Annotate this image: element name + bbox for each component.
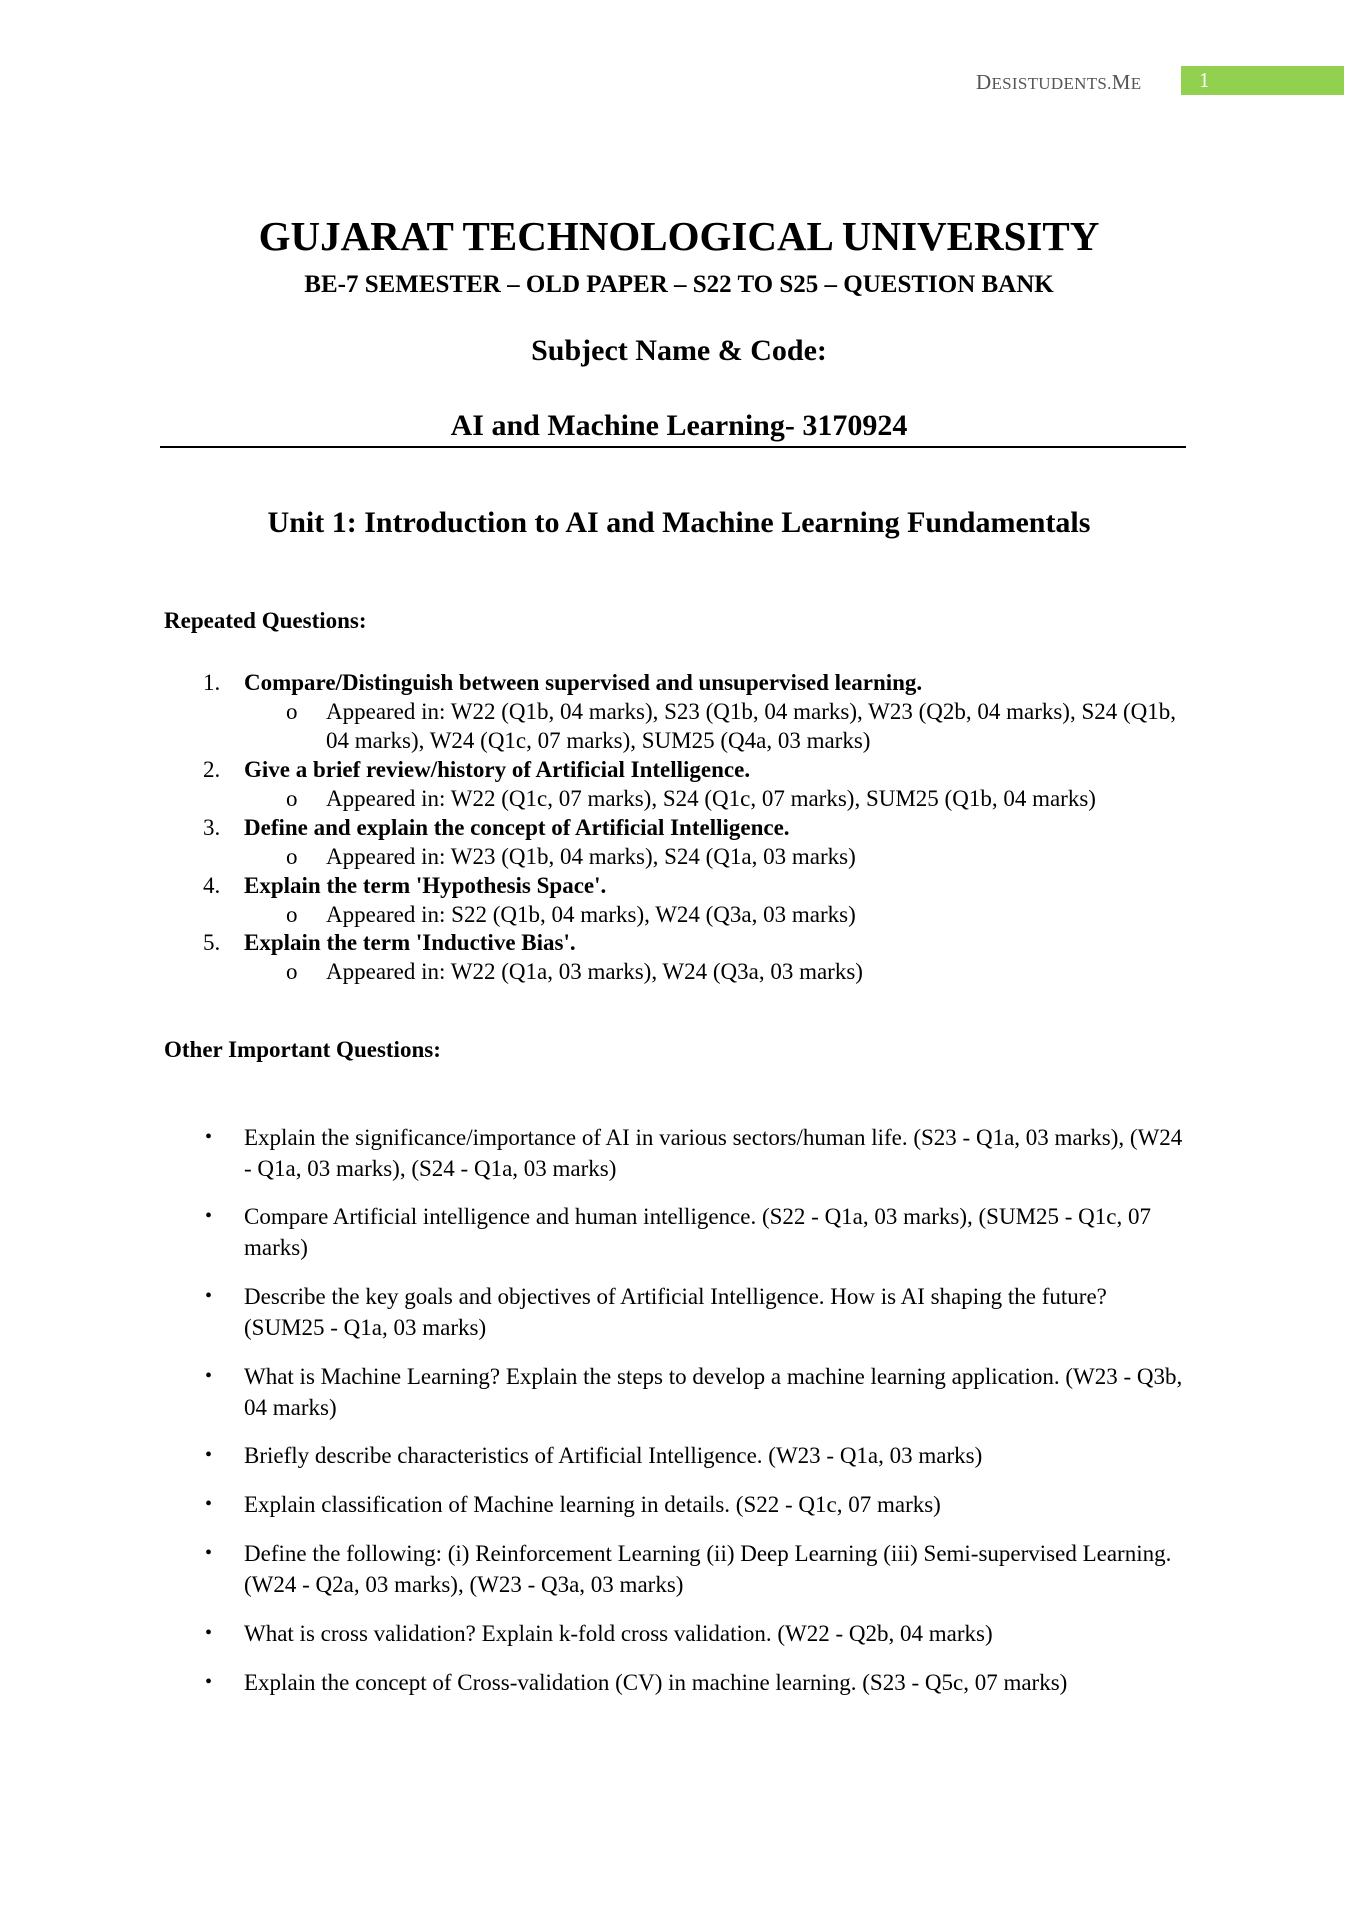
site-name-rest: ESISTUDENTS [991, 74, 1108, 93]
paper-subtitle: BE-7 SEMESTER – OLD PAPER – S22 TO S25 – QUESTION BANK [304, 271, 1054, 298]
question-number: 2. [203, 757, 221, 782]
bullet-icon: • [205, 1542, 213, 1564]
university-title: GUJARAT TECHNOLOGICAL UNIVERSITY [258, 213, 1100, 259]
circle-bullet-icon: o [286, 902, 298, 927]
subject-code: AI and Machine Learning- 3170924 [450, 409, 908, 442]
site-ext-rest: E [1130, 74, 1142, 93]
other-questions-heading: Other Important Questions: [164, 1037, 441, 1062]
circle-bullet-icon: o [286, 844, 298, 869]
other-question-text: Explain the significance/importance of AI in various sectors/human life. (S23 - Q1a, 03 marks), (W24 - Q1a, 03 marks), (S24 - Q1a, 03 marks) [244, 1125, 1183, 1181]
bullet-icon: • [205, 1285, 213, 1307]
question-text: Give a brief review/history of Artificial Intelligence. [244, 757, 751, 782]
bullet-icon: • [205, 1205, 213, 1227]
appeared-text: Appeared in: W22 (Q1b, 04 marks), S23 (Q1b, 04 marks), W23 (Q2b, 04 marks), S24 (Q1b, 04 marks), W24 (Q1c, 07 marks), SUM25 (Q4a, 03 marks) [326, 699, 1177, 753]
bullet-icon: • [205, 1126, 213, 1148]
page-number: 1 [1181, 66, 1344, 95]
bullet-icon: • [205, 1671, 213, 1693]
header-site-name [976, 70, 1141, 95]
site-name-initial: D [976, 70, 992, 94]
divider-rule [160, 446, 1186, 448]
other-question-text: Briefly describe characteristics of Artificial Intelligence. (W23 - Q1a, 03 marks) [244, 1443, 983, 1468]
bullet-icon: • [205, 1365, 213, 1387]
question-number: 3. [203, 815, 221, 840]
bullet-icon: • [205, 1444, 213, 1466]
question-number: 5. [203, 930, 221, 955]
other-question-text: What is cross validation? Explain k-fold cross validation. (W22 - Q2b, 04 marks) [244, 1621, 993, 1646]
question-number: 1. [203, 670, 221, 695]
bullet-icon: • [205, 1493, 213, 1515]
appeared-text: Appeared in: W23 (Q1b, 04 marks), S24 (Q1a, 03 marks) [326, 844, 856, 869]
site-name-dot: . [1107, 74, 1112, 93]
unit-title: Unit 1: Introduction to AI and Machine Learning Fundamentals [267, 506, 1091, 539]
subject-label: Subject Name & Code: [531, 334, 827, 367]
question-text: Define and explain the concept of Artificial Intelligence. [244, 815, 790, 840]
bullet-icon: • [205, 1622, 213, 1644]
appeared-text: Appeared in: S22 (Q1b, 04 marks), W24 (Q3a, 03 marks) [326, 902, 856, 927]
question-number: 4. [203, 873, 221, 898]
other-question-text: Explain classification of Machine learning in details. (S22 - Q1c, 07 marks) [244, 1492, 941, 1517]
circle-bullet-icon: o [286, 786, 298, 811]
question-text: Compare/Distinguish between supervised and unsupervised learning. [244, 670, 923, 695]
other-question-text: Describe the key goals and objectives of Artificial Intelligence. How is AI shaping the future? (SUM25 - Q1a, 03 marks) [244, 1284, 1107, 1340]
other-question-text: Explain the concept of Cross-validation (CV) in machine learning. (S23 - Q5c, 07 marks) [244, 1670, 1068, 1695]
repeated-questions-heading: Repeated Questions: [164, 608, 367, 633]
other-question-text: Define the following: (i) Reinforcement Learning (ii) Deep Learning (iii) Semi-supervised Learning. (W24 - Q2a, 03 marks), (W23 - Q3a, 03 marks) [244, 1541, 1172, 1597]
site-ext-initial: M [1111, 70, 1131, 94]
appeared-text: Appeared in: W22 (Q1c, 07 marks), S24 (Q1c, 07 marks), SUM25 (Q1b, 04 marks) [326, 786, 1096, 811]
other-question-text: Compare Artificial intelligence and human intelligence. (S22 - Q1a, 03 marks), (SUM25 - Q1c, 07 marks) [244, 1204, 1151, 1260]
question-text: Explain the term 'Hypothesis Space'. [244, 873, 607, 898]
other-question-text: What is Machine Learning? Explain the steps to develop a machine learning application. (W23 - Q3b, 04 marks) [244, 1364, 1183, 1420]
circle-bullet-icon: o [286, 959, 298, 984]
circle-bullet-icon: o [286, 699, 298, 724]
appeared-text: Appeared in: W22 (Q1a, 03 marks), W24 (Q3a, 03 marks) [326, 959, 863, 984]
question-text: Explain the term 'Inductive Bias'. [244, 930, 576, 955]
